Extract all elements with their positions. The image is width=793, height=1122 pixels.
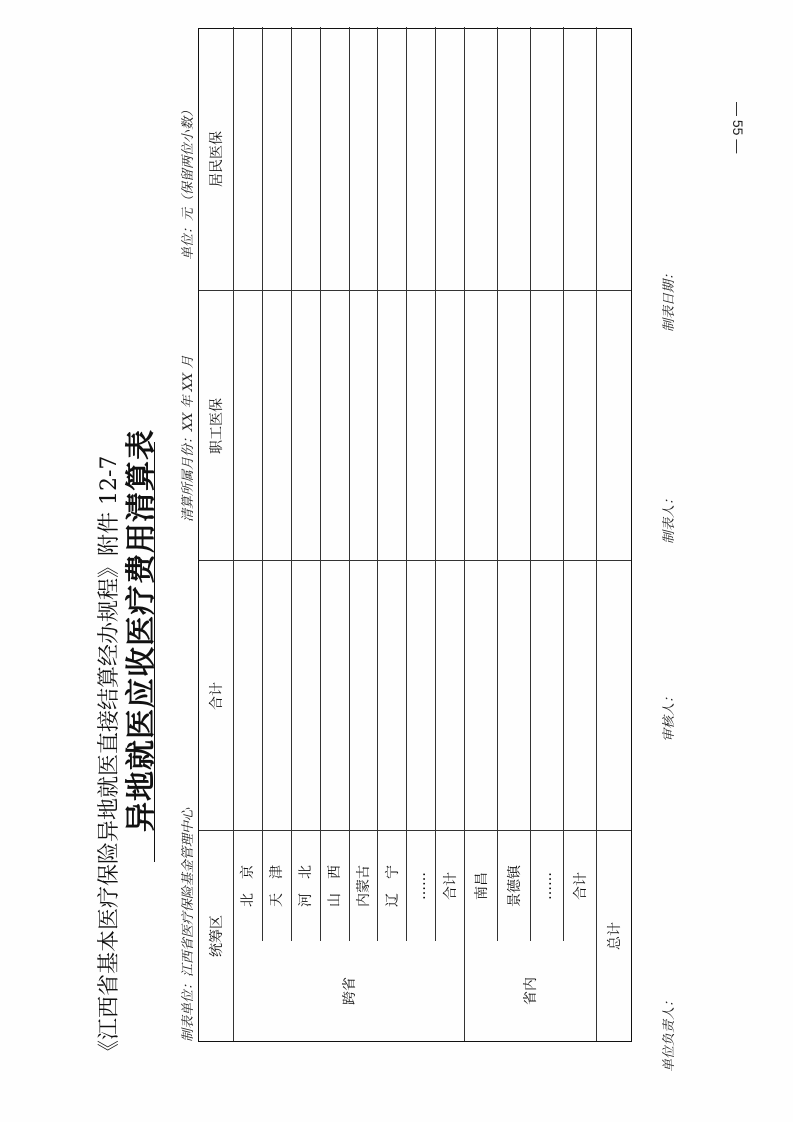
row-label: 河 北: [298, 865, 315, 907]
row-label: 景德镇: [506, 865, 523, 907]
row-label: ……: [412, 872, 429, 900]
row-label: 南昌: [473, 872, 490, 900]
grid-line: [199, 290, 631, 291]
row-label: 北 京: [240, 865, 257, 907]
group-label-cross-province: 跨省: [341, 977, 358, 1005]
grid-line: [320, 27, 321, 941]
maker-label: 制表人：: [662, 491, 677, 544]
grid-line: [530, 27, 531, 941]
row-label: 天 津: [269, 865, 286, 907]
unit-note: 单位：元（保留两位小数）: [181, 103, 196, 260]
grid-line: [563, 27, 564, 941]
header-region: 统筹区: [209, 915, 225, 957]
row-label: 合计: [572, 872, 589, 900]
settlement-period: 清算所属月份：XX 年 XX 月: [181, 355, 196, 522]
header-employee-insurance: 职工医保: [209, 398, 225, 454]
grid-line: [291, 27, 292, 941]
reviewer-label: 审核人：: [662, 689, 677, 742]
group-label-in-province: 省内: [523, 977, 539, 1005]
grid-line: [262, 27, 263, 941]
grid-line: [497, 27, 498, 941]
grid-line: [199, 560, 631, 561]
document-title: 异地就医应收医疗费用清算表: [124, 429, 159, 832]
grid-line: [435, 27, 436, 941]
page-number: — 55 —: [730, 102, 746, 154]
row-label: 山 西: [327, 865, 344, 907]
settlement-table: [198, 28, 632, 1042]
grand-total-label: 总计: [607, 922, 623, 950]
unit-head-label: 单位负责人：: [662, 993, 677, 1072]
header-resident-insurance: 居民医保: [209, 131, 225, 187]
row-label: ……: [538, 872, 555, 900]
maker-unit: 制表单位：江西省医疗保险基金管理中心: [181, 807, 196, 1042]
grid-line: [377, 27, 378, 941]
attachment-title: 《江西省基本医疗保险异地就医直接结算经办规程》附件 12-7: [97, 455, 122, 1062]
title-underline: [154, 442, 155, 862]
header-total: 合计: [209, 682, 225, 710]
row-label: 辽 宁: [384, 865, 401, 907]
grid-line: [406, 27, 407, 941]
row-label: 合计: [442, 872, 459, 900]
row-label: 内蒙古: [355, 865, 372, 907]
date-label: 制表日期：: [662, 266, 677, 332]
grid-line: [349, 27, 350, 941]
